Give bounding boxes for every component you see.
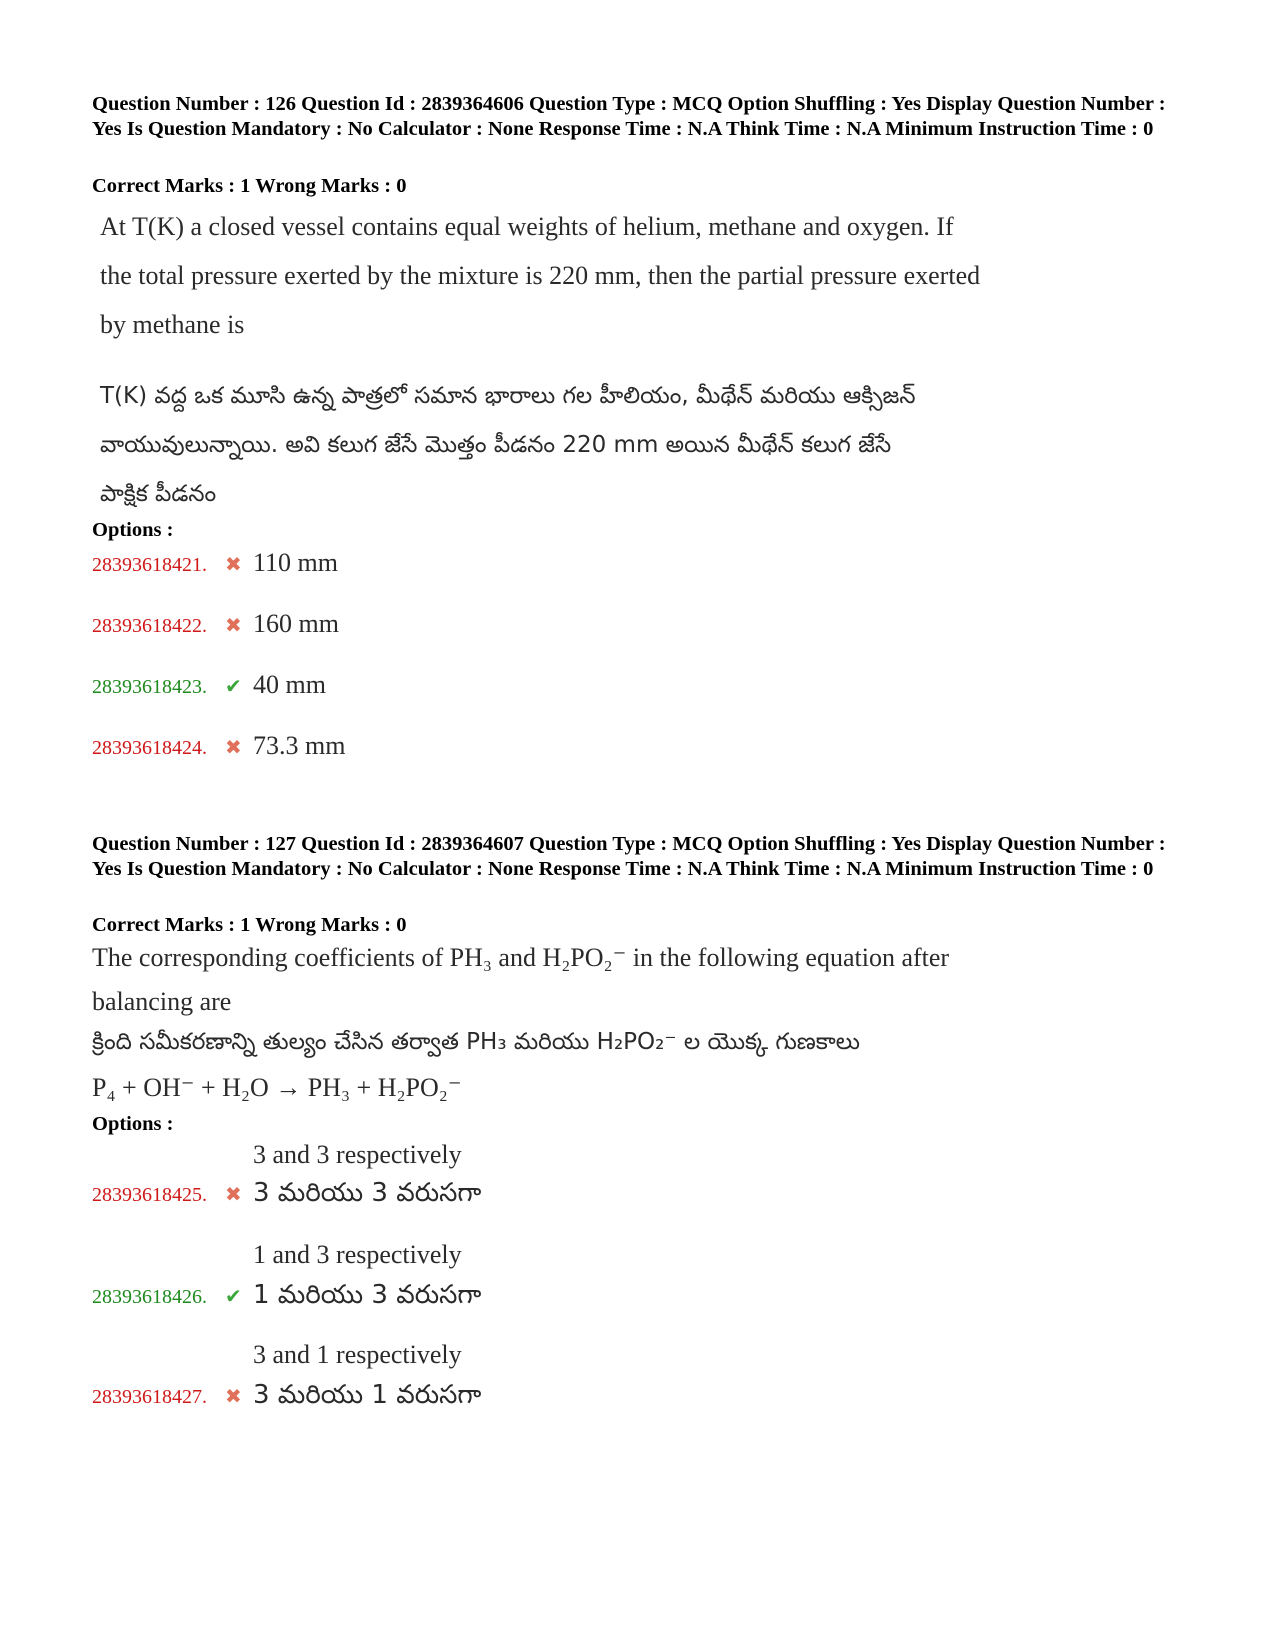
text-line: At T(K) a closed vessel contains equal weights of helium, methane and oxygen. If	[100, 212, 954, 241]
text-line: by methane is	[100, 310, 245, 339]
option-correct	[92, 1280, 481, 1316]
question-126-text-en	[100, 202, 980, 349]
option-id: 28393618422.	[92, 615, 207, 637]
question-126-marks: Correct Marks : 1 Wrong Marks : 0	[92, 175, 407, 197]
question-127-text-te: క్రింది సమీకరణాన్ని తుల్యం చేసిన తర్వాత PH₃ మరియు H₂PO₂⁻ ల యొక్క గుణకాలు	[92, 1029, 860, 1055]
option-id: 28393618427.	[92, 1386, 207, 1408]
text-line: వాయువులున్నాయి. అవి కలుగ జేసే మొత్తం పీడనం 220 mm అయిన మీథేన్ కలుగ జేసే	[100, 432, 892, 458]
equation: P₄ + OH⁻ + H₂O → PH₃ + H₂PO₂⁻	[92, 1073, 462, 1102]
option-text-en: 1 and 3 respectively	[253, 1240, 462, 1269]
option-id: 28393618423.	[92, 676, 207, 698]
option-text: 160 mm	[253, 609, 339, 638]
option-id: 28393618421.	[92, 554, 207, 576]
option-text: 73.3 mm	[253, 731, 346, 760]
option	[92, 609, 339, 639]
wrong-icon: ✖	[225, 554, 242, 576]
text-line: The corresponding coefficients of PH₃ and H₂PO₂⁻ in the following equation after	[92, 943, 950, 972]
question-126-meta: Question Number : 126 Question Id : 2839364606 Question Type : MCQ Option Shuffling : Yes Display Question Number : Yes Is Question Mandatory : No Calculator : None Response Time : N.A Think Time : N.A Minimum Instruction Time : 0	[92, 93, 1166, 140]
option-text-en: 3 and 1 respectively	[253, 1340, 462, 1369]
question-126-text-te	[100, 372, 916, 519]
question-127-marks: Correct Marks : 1 Wrong Marks : 0	[92, 914, 407, 936]
text-line: the total pressure exerted by the mixture is 220 mm, then the partial pressure exerted	[100, 261, 981, 290]
option	[92, 1380, 481, 1416]
wrong-icon: ✖	[225, 1386, 242, 1408]
wrong-icon: ✖	[225, 737, 242, 759]
question-127-text-en	[92, 936, 949, 1024]
option	[92, 1178, 481, 1214]
option-text-te: 1 మరియు 3 వరుసగా	[253, 1280, 482, 1310]
options-label: Options :	[92, 1113, 174, 1135]
option-text-te: 3 మరియు 1 వరుసగా	[253, 1380, 482, 1410]
option-text-te: 3 మరియు 3 వరుసగా	[253, 1178, 482, 1208]
text-line: పాక్షిక పీడనం	[100, 481, 217, 507]
option-id: 28393618426.	[92, 1286, 207, 1308]
option	[92, 548, 338, 578]
question-127-meta: Question Number : 127 Question Id : 2839364607 Question Type : MCQ Option Shuffling : Yes Display Question Number : Yes Is Question Mandatory : No Calculator : None Response Time : N.A Think Time : N.A Minimum Instruction Time : 0	[92, 833, 1166, 880]
check-icon: ✔	[225, 676, 242, 698]
option-text: 110 mm	[253, 548, 338, 577]
option-id: 28393618425.	[92, 1184, 207, 1206]
text-line: T(K) వద్ద ఒక మూసి ఉన్న పాత్రలో సమాన భారాలు గల హీలియం, మీథేన్ మరియు ఆక్సిజన్	[100, 383, 916, 409]
option	[92, 731, 345, 761]
wrong-icon: ✖	[225, 615, 242, 637]
text-line: balancing are	[92, 987, 232, 1016]
wrong-icon: ✖	[225, 1184, 242, 1206]
options-label: Options :	[92, 519, 174, 541]
check-icon: ✔	[225, 1286, 242, 1308]
option-id: 28393618424.	[92, 737, 207, 759]
option-correct	[92, 670, 326, 700]
option-text-en: 3 and 3 respectively	[253, 1140, 462, 1169]
option-text: 40 mm	[253, 670, 326, 699]
